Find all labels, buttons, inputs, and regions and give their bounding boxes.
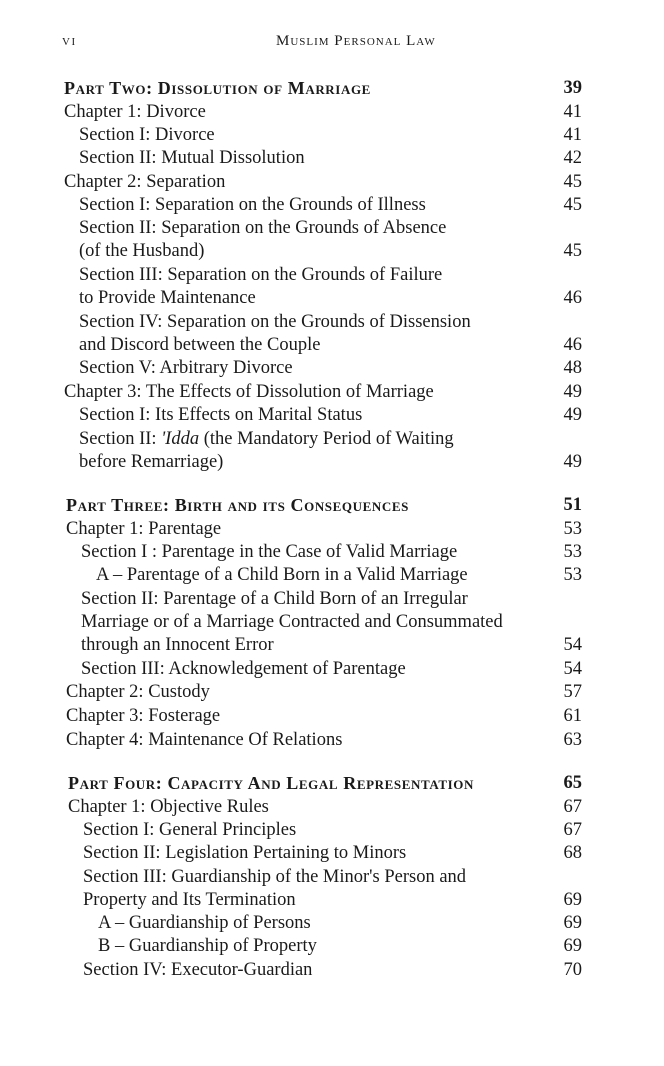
toc-section-continued[interactable]: and Discord between the Couple xyxy=(79,335,321,355)
toc-page-number: 49 xyxy=(563,382,582,402)
toc-section[interactable]: Section II: Mutual Dissolution xyxy=(79,148,305,168)
toc-page-number: 42 xyxy=(563,148,582,168)
toc-page-number: 68 xyxy=(563,843,582,863)
toc-subsection[interactable]: A – Guardianship of Persons xyxy=(98,913,311,933)
toc-page-number: 45 xyxy=(563,195,582,215)
section-title-rest: (the Mandatory Period of Waiting xyxy=(199,429,454,449)
toc-section[interactable]: Section II: Separation on the Grounds of Absence xyxy=(79,218,447,238)
running-head xyxy=(62,33,584,53)
toc-chapter[interactable]: Chapter 4: Maintenance Of Relations xyxy=(66,730,343,750)
toc-page-number: 45 xyxy=(563,172,582,192)
toc-page-number: 51 xyxy=(563,495,582,515)
toc-subsection[interactable]: A – Parentage of a Child Born in a Valid Marriage xyxy=(96,565,468,585)
toc-section[interactable]: Section I: Divorce xyxy=(79,125,215,145)
toc-section-continued[interactable]: to Provide Maintenance xyxy=(79,288,256,308)
toc-page-number: 48 xyxy=(563,358,582,378)
toc-section-continued[interactable]: (of the Husband) xyxy=(79,241,205,261)
toc-page-number: 45 xyxy=(563,241,582,261)
toc-section[interactable]: Section II: Parentage of a Child Born of an Irregular xyxy=(81,589,468,609)
toc-page-number: 67 xyxy=(563,820,582,840)
toc-section[interactable]: Section I : Parentage in the Case of Valid Marriage xyxy=(81,542,458,562)
toc-page-number: 54 xyxy=(563,635,582,655)
toc-section-continued[interactable]: before Remarriage) xyxy=(79,452,224,472)
running-title: Muslim Personal Law xyxy=(276,33,436,49)
toc-section[interactable]: Section I: Its Effects on Marital Status xyxy=(79,405,363,425)
toc-page-number: 54 xyxy=(563,659,582,679)
toc-chapter[interactable]: Chapter 1: Divorce xyxy=(64,102,206,122)
toc-page-number: 67 xyxy=(563,797,582,817)
toc-page-number: 69 xyxy=(563,890,582,910)
toc-page-number: 70 xyxy=(563,960,582,980)
toc-part-heading[interactable]: Part Three: Birth and its Consequences xyxy=(66,495,409,515)
toc-page-number: 65 xyxy=(563,773,582,793)
toc-page-number: 61 xyxy=(563,706,582,726)
toc-page-number: 57 xyxy=(563,682,582,702)
toc-section[interactable]: Section III: Acknowledgement of Parentage xyxy=(81,659,406,679)
toc-chapter[interactable]: Chapter 3: The Effects of Dissolution of Marriage xyxy=(64,382,434,402)
toc-page-number: 41 xyxy=(563,125,582,145)
toc-chapter[interactable]: Chapter 2: Custody xyxy=(66,682,210,702)
toc-chapter[interactable]: Chapter 1: Objective Rules xyxy=(68,797,269,817)
toc-section[interactable]: Section I: General Principles xyxy=(83,820,297,840)
toc-page-number: 41 xyxy=(563,102,582,122)
toc-chapter[interactable]: Chapter 1: Parentage xyxy=(66,519,222,539)
toc-section-continued[interactable]: Property and Its Termination xyxy=(83,890,296,910)
toc-page-number: 63 xyxy=(563,730,582,750)
toc-chapter[interactable]: Chapter 3: Fosterage xyxy=(66,706,221,726)
toc-page-number: 49 xyxy=(563,405,582,425)
page-folio: vi xyxy=(62,33,77,49)
toc-page-number: 49 xyxy=(563,452,582,472)
toc-page-number: 53 xyxy=(563,565,582,585)
toc-section[interactable]: Section III: Separation on the Grounds of Failure xyxy=(79,265,443,285)
arabic-term: 'Idda xyxy=(161,429,200,449)
toc-page-number: 46 xyxy=(563,288,582,308)
toc-section[interactable]: Section III: Guardianship of the Minor's Person and xyxy=(83,867,467,887)
toc-section[interactable]: Section II: Legislation Pertaining to Minors xyxy=(83,843,407,863)
toc-section[interactable]: Section I: Separation on the Grounds of Illness xyxy=(79,195,426,215)
toc-section[interactable]: Section IV: Separation on the Grounds of Dissension xyxy=(79,312,471,332)
toc-section-continued[interactable]: through an Innocent Error xyxy=(81,635,274,655)
toc-subsection[interactable]: B – Guardianship of Property xyxy=(98,936,317,956)
toc-page-number: 69 xyxy=(563,936,582,956)
toc-section[interactable]: Section V: Arbitrary Divorce xyxy=(79,358,293,378)
toc-section[interactable] xyxy=(79,428,454,451)
toc-chapter[interactable]: Chapter 2: Separation xyxy=(64,172,226,192)
toc-page-number: 69 xyxy=(563,913,582,933)
toc-section[interactable]: Section IV: Executor-Guardian xyxy=(83,960,313,980)
toc-part-heading[interactable]: Part Four: Capacity And Legal Representation xyxy=(68,773,474,793)
toc-section-continued[interactable]: Marriage or of a Marriage Contracted and Consummated xyxy=(81,612,503,632)
toc-page-number: 53 xyxy=(563,519,582,539)
section-prefix: Section II: xyxy=(79,429,162,449)
toc-page-number: 39 xyxy=(563,78,582,98)
toc-page-number: 53 xyxy=(563,542,582,562)
toc-page-number: 46 xyxy=(563,335,582,355)
toc-part-heading[interactable]: Part Two: Dissolution of Marriage xyxy=(64,78,371,98)
